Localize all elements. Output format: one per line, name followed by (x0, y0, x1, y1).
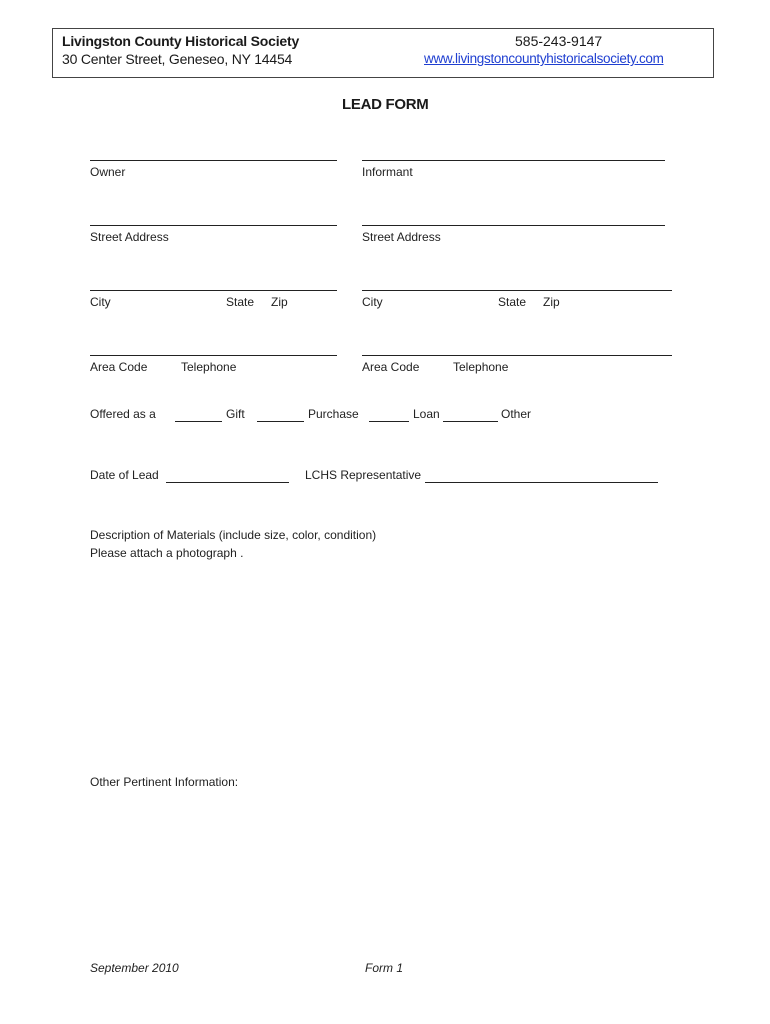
owner-area-code-label: Area Code (90, 360, 148, 374)
gift-blank[interactable] (175, 421, 222, 422)
form-title: LEAD FORM (342, 96, 429, 113)
loan-label: Loan (413, 407, 440, 421)
lchs-representative-field[interactable] (425, 482, 658, 483)
description-area[interactable] (90, 566, 680, 766)
org-phone: 585-243-9147 (515, 33, 603, 49)
other-blank[interactable] (443, 421, 498, 422)
purchase-label: Purchase (308, 407, 359, 421)
footer-form-number: Form 1 (365, 961, 404, 975)
date-of-lead-label: Date of Lead (90, 468, 159, 482)
owner-city-state-zip-field[interactable] (90, 290, 337, 291)
informant-label: Informant (362, 165, 413, 179)
owner-telephone-label: Telephone (181, 360, 237, 374)
other-info-area[interactable] (90, 795, 680, 945)
owner-street-address-label: Street Address (90, 230, 169, 244)
photograph-instruction: Please attach a photograph . (90, 546, 244, 560)
other-info-label: Other Pertinent Information: (90, 775, 239, 789)
informant-field[interactable] (362, 160, 665, 161)
website-link[interactable]: www.livingstoncountyhistoricalsociety.com (424, 51, 664, 66)
informant-street-address-field[interactable] (362, 225, 665, 226)
informant-telephone-label: Telephone (453, 360, 509, 374)
informant-area-code-label: Area Code (362, 360, 420, 374)
informant-city-label: City (362, 295, 383, 309)
org-address: 30 Center Street, Geneseo, NY 14454 (62, 51, 293, 67)
org-name: Livingston County Historical Society (62, 33, 300, 49)
owner-zip-label: Zip (271, 295, 288, 309)
offered-as-label: Offered as a (90, 407, 156, 421)
owner-city-label: City (90, 295, 111, 309)
owner-label: Owner (90, 165, 126, 179)
informant-street-address-label: Street Address (362, 230, 441, 244)
description-label: Description of Materials (include size, color, condition) (90, 528, 377, 542)
informant-zip-label: Zip (543, 295, 560, 309)
lchs-representative-label: LCHS Representative (305, 468, 422, 482)
informant-state-label: State (498, 295, 527, 309)
informant-city-state-zip-field[interactable] (362, 290, 672, 291)
owner-field[interactable] (90, 160, 337, 161)
loan-blank[interactable] (369, 421, 409, 422)
gift-label: Gift (226, 407, 245, 421)
owner-street-address-field[interactable] (90, 225, 337, 226)
purchase-blank[interactable] (257, 421, 304, 422)
date-of-lead-field[interactable] (166, 482, 289, 483)
owner-state-label: State (226, 295, 255, 309)
footer-date: September 2010 (90, 961, 179, 975)
other-label: Other (501, 407, 532, 421)
owner-telephone-field[interactable] (90, 355, 337, 356)
informant-telephone-field[interactable] (362, 355, 672, 356)
